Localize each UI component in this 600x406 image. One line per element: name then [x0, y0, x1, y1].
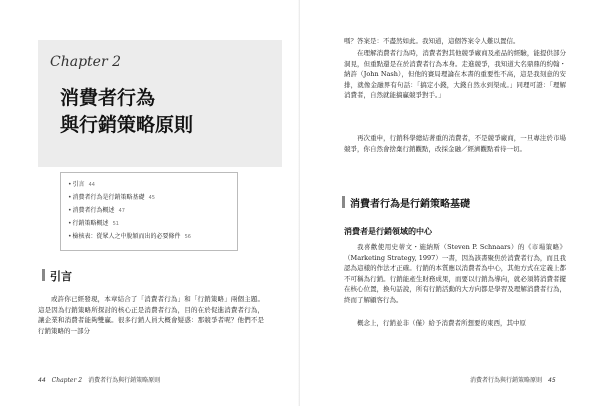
toc-item[interactable]: •消費者行為是行銷策略基礎 45: [68, 194, 155, 201]
toc-item[interactable]: •引言 44: [68, 181, 95, 188]
footer-title: 消費者行為與行銷策略原則: [470, 377, 543, 384]
bullet-icon: •: [68, 207, 72, 214]
paragraph: 嗎？答案是：不盡然如此。我知道，這個答案令人難以置信。: [344, 37, 520, 45]
footer-chapter: Chapter 2: [51, 377, 83, 384]
paragraph: 再次重申，行銷科學總結著重的消費者，不是競爭廠商，一旦專注於市場競爭，你自然會捨棄行銷觀點，改採金融／經濟觀點看待一切。: [344, 134, 566, 153]
subsection-title: 消費者是行銷領域的中心: [344, 227, 432, 236]
chapter-title-box: [38, 40, 282, 167]
bullet-icon: •: [68, 233, 72, 240]
bullet-icon: •: [68, 181, 72, 188]
left-footer: [38, 375, 160, 384]
section-title: 消費者行為是行銷策略基礎: [350, 199, 470, 210]
bullet-icon: •: [68, 194, 72, 201]
page-number: 45: [548, 377, 556, 384]
paragraph: 概念上，行銷並非（僅）給予消費者所想要的東西，其中原: [357, 319, 526, 327]
paragraph: 在理解消費者行為時，消費者對其他競爭廠商及產品的經驗，能提供部分洞見，但重點還是在於消費者行為本身。走進競爭，我知道大名鼎鼎的約翰・納許（John Nash），但他的賽局理論在本書的重要性不高，這是我刻意的安排，就像金融界有句話：「搞定小錢，大錢自然水到渠成。」同理可證：「理解消費者，自然就能搞贏競爭對手。」: [344, 49, 566, 99]
right-footer: [470, 375, 556, 384]
intro-paragraph: 或許你已經發現，本章結合了「消費者行為」和「行銷策略」兩個主題。這是因為行銷策略所探討的核心正是消費者行為，目的在於促進消費者行為，讓企業和消費者能夠雙贏。很多行銷人員大概會疑惑：那競爭者呢？他們不是行銷策略的一部分: [38, 295, 264, 335]
toc-item[interactable]: •檢核表：從眾人之中脫穎而出的必要條件 56: [68, 233, 191, 240]
chapter-label: Chapter 2: [50, 54, 121, 70]
toc-item[interactable]: •消費者行為概述 47: [68, 207, 125, 214]
section-marker: [342, 196, 345, 208]
section-title-intro: 引言: [50, 270, 72, 283]
section-marker: [42, 269, 45, 281]
table-of-contents: [60, 172, 238, 251]
page-number: 44: [38, 377, 46, 384]
right-page: [300, 0, 600, 406]
paragraph: 我喜歡使用史蒂文・施納斯（Steven P. Schnaars）的《市場策略》（Marketing Strategy, 1997）一書，因為該書聚焦於消費者行為，而且我認為這樣的作法才正確。行銷的本質應以消費者為中心，其他方式在定義上都不可稱為行銷。行銷能產生財務成果，而要以行銷為導向，就必須將消費者擺在核心位置，換句話說，所有行銷活動的大方向都是學習及理解消費者行為，終而了解顧客行為。: [344, 243, 566, 304]
bullet-icon: •: [68, 220, 72, 227]
chapter-title-line2: 與行銷策略原則: [60, 114, 194, 136]
toc-item[interactable]: •行銷策略概述 51: [68, 220, 119, 227]
chapter-title-line1: 消費者行為: [60, 87, 156, 109]
footer-title: 消費者行為與行銷策略原則: [88, 377, 161, 384]
chapter-title: [60, 85, 193, 139]
